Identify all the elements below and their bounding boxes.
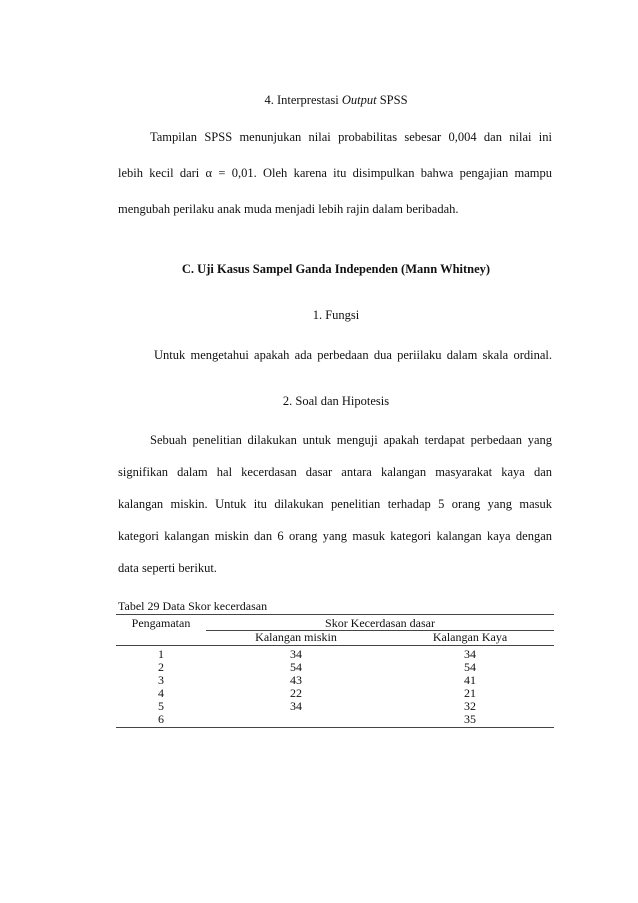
header-group: Skor Kecerdasan dasar — [206, 615, 554, 631]
cell-kaya: 34 — [464, 647, 476, 661]
output-paragraph — [118, 130, 552, 220]
header-empty — [116, 631, 206, 646]
section-c-heading: C. Uji Kasus Sampel Ganda Independen (Mann Whitney) — [181, 262, 491, 276]
output-heading-prefix: 4. Interprestasi — [264, 93, 342, 107]
table-row — [116, 700, 554, 713]
cell-pengamatan: 5 — [158, 699, 164, 713]
cell-pengamatan: 4 — [158, 686, 164, 700]
fungsi-paragraph — [118, 348, 552, 366]
table-caption: Tabel 29 Data Skor kecerdasan — [118, 599, 268, 613]
cell-kaya: 35 — [464, 712, 476, 726]
table-row — [116, 661, 554, 674]
soal-paragraph — [118, 433, 552, 573]
header-miskin: Kalangan miskin — [255, 630, 337, 644]
output-line-3: mengubah perilaku anak muda menjadi lebih rajin dalam beribadah. — [118, 202, 459, 216]
cell-pengamatan: 1 — [158, 647, 164, 661]
output-heading-italic: Output — [341, 93, 377, 107]
table-row — [116, 713, 554, 728]
table-header-row — [116, 615, 554, 631]
output-heading-suffix: SPSS — [376, 93, 408, 107]
output-heading — [118, 93, 554, 108]
cell-kaya: 21 — [464, 686, 476, 700]
header-pengamatan: Pengamatan — [131, 616, 191, 631]
fungsi-text: Untuk mengetahui apakah ada perbedaan dua periilaku dalam skala ordinal. — [154, 348, 552, 362]
header-kaya: Kalangan Kaya — [432, 630, 508, 644]
soal-line-1: Sebuah penelitian dilakukan untuk menguji apakah terdapat perbedaan yang — [150, 433, 552, 447]
cell-kaya: 54 — [464, 660, 476, 674]
soal-line-5: data seperti berikut. — [118, 561, 217, 575]
cell-miskin: 43 — [290, 673, 302, 687]
soal-line-4: kategori kalangan miskin dan 6 orang yang masuk kategori kalangan kaya dengan — [118, 529, 552, 543]
output-line-1: Tampilan SPSS menunjukan nilai probabilitas sebesar 0,004 dan nilai ini — [150, 130, 552, 144]
cell-kaya: 32 — [464, 699, 476, 713]
table-row — [116, 646, 554, 662]
soal-line-3: kalangan miskin. Untuk itu dilakukan penelitian terhadap 5 orang yang masuk — [118, 497, 552, 511]
output-line-2: lebih kecil dari α = 0,01. Oleh karena itu disimpulkan bahwa pengajian mampu — [118, 166, 552, 180]
table-subheader-row — [116, 631, 554, 646]
soal-heading: 2. Soal dan Hipotesis — [282, 394, 390, 408]
cell-pengamatan: 3 — [158, 673, 164, 687]
cell-miskin — [206, 713, 386, 728]
cell-kaya: 41 — [464, 673, 476, 687]
fungsi-heading: 1. Fungsi — [312, 308, 360, 322]
cell-miskin: 34 — [290, 699, 302, 713]
cell-miskin: 22 — [290, 686, 302, 700]
cell-pengamatan: 6 — [158, 712, 164, 726]
cell-pengamatan: 2 — [158, 660, 164, 674]
score-table — [116, 614, 554, 728]
soal-line-2: signifikan dalam hal kecerdasan dasar antara kalangan masyarakat kaya dan — [118, 465, 552, 479]
table-row — [116, 687, 554, 700]
cell-miskin: 54 — [290, 660, 302, 674]
table-row — [116, 674, 554, 687]
cell-miskin: 34 — [290, 647, 302, 661]
